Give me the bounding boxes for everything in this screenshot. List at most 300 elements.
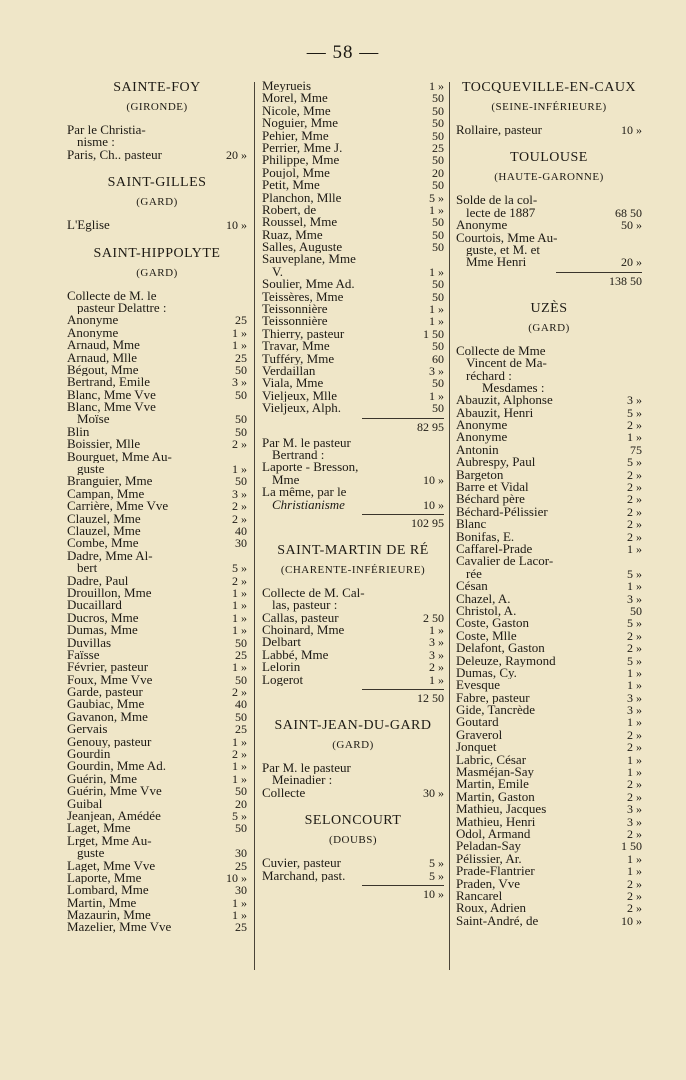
donor-line bbox=[456, 419, 642, 431]
donor-line bbox=[262, 624, 444, 636]
donor-line bbox=[67, 364, 247, 376]
donor-line bbox=[67, 686, 247, 698]
donor-line bbox=[262, 204, 444, 216]
donation-amount: 50 bbox=[432, 241, 444, 254]
donor-name: Noguier, Mme bbox=[262, 117, 339, 130]
donor-line bbox=[262, 241, 444, 253]
donation-amount: 1 » bbox=[232, 339, 247, 352]
donation-amount: 30 bbox=[235, 884, 247, 897]
donor-name: Collecte de Mme bbox=[456, 344, 546, 358]
donor-line bbox=[262, 80, 444, 92]
donor-line bbox=[456, 370, 642, 382]
donor-name: Anonyme bbox=[456, 419, 508, 432]
donation-amount: 50 bbox=[235, 425, 247, 439]
donor-line bbox=[67, 736, 247, 748]
donor-name: Coste, Mlle bbox=[456, 629, 517, 643]
donation-amount: 25 bbox=[235, 314, 247, 327]
donor-name: Combe, Mme bbox=[67, 537, 139, 550]
section-department: (DOUBS) bbox=[328, 834, 378, 847]
donor-name: Cuvier, pasteur bbox=[262, 857, 341, 870]
donor-name: Delbart bbox=[262, 636, 301, 649]
section-title: TOULOUSE bbox=[510, 150, 588, 166]
donor-name: Nicole, Mme bbox=[262, 104, 331, 118]
donor-line bbox=[262, 229, 444, 241]
donor-name: Christianisme bbox=[272, 498, 345, 511]
donor-name: Caffarel-Prade bbox=[456, 542, 533, 556]
donation-amount: 1 » bbox=[627, 580, 642, 593]
donation-amount: 50 bbox=[432, 340, 444, 353]
donation-amount: 50 bbox=[432, 228, 444, 242]
donation-amount: 50 bbox=[235, 822, 247, 835]
donor-name: Travar, Mme bbox=[262, 340, 330, 353]
donor-line bbox=[456, 667, 642, 679]
donor-name: Anonyme bbox=[456, 219, 508, 232]
donation-amount: 10 » bbox=[423, 473, 444, 487]
donation-amount: 3 » bbox=[429, 364, 444, 378]
donor-line bbox=[262, 599, 444, 611]
donor-name: Vieljeux, Mlle bbox=[262, 389, 338, 403]
donor-name: Verdaillan bbox=[262, 364, 316, 378]
donor-name: Solde de la col- bbox=[456, 194, 538, 207]
section bbox=[456, 301, 642, 927]
donor-name: Marchand, past. bbox=[262, 869, 346, 882]
donor-name: Lelorin bbox=[262, 661, 301, 674]
donation-amount: 20 bbox=[235, 797, 247, 810]
donor-name: Béchard père bbox=[456, 493, 525, 506]
donor-line bbox=[67, 822, 247, 834]
donor-name: Salles, Auguste bbox=[262, 241, 343, 254]
donor-name: Duvillas bbox=[67, 636, 112, 649]
donor-line bbox=[262, 142, 444, 154]
donor-line bbox=[456, 531, 642, 543]
donation-amount: 5 » bbox=[232, 562, 247, 575]
donation-amount: 3 » bbox=[232, 487, 247, 501]
donor-line bbox=[67, 426, 247, 438]
donor-line bbox=[456, 469, 642, 481]
donor-line bbox=[456, 444, 642, 456]
donor-name: Meinadier : bbox=[272, 774, 333, 787]
donation-amount: 2 » bbox=[627, 419, 642, 432]
donation-amount: 30 » bbox=[423, 786, 444, 800]
donor-line bbox=[262, 486, 444, 498]
section-department: (CHARENTE-INFÉRIEURE) bbox=[280, 563, 426, 576]
donor-name: Branguier, Mme bbox=[67, 475, 153, 488]
donor-line bbox=[67, 376, 247, 388]
donation-amount: 5 » bbox=[627, 406, 642, 420]
donation-amount: 50 bbox=[235, 673, 247, 687]
donor-line bbox=[262, 192, 444, 204]
donation-amount: 1 » bbox=[429, 265, 444, 279]
donor-name: Bégout, Mme bbox=[67, 363, 139, 377]
donor-name: Dumas, Cy. bbox=[456, 666, 517, 680]
donor-line bbox=[456, 902, 642, 914]
donation-amount: 10 » bbox=[226, 871, 247, 885]
donor-name: Jeanjean, Amédée bbox=[67, 809, 161, 823]
section bbox=[262, 718, 444, 799]
section bbox=[262, 437, 444, 529]
donor-line bbox=[456, 345, 642, 357]
donor-name: las, pasteur : bbox=[272, 599, 338, 612]
donor-line bbox=[67, 599, 247, 611]
total-amount: 12 50 bbox=[417, 691, 444, 706]
donor-name: Goutard bbox=[456, 716, 499, 729]
donor-line bbox=[262, 461, 444, 473]
donor-name: Rancarel bbox=[456, 889, 503, 903]
donation-amount: 1 » bbox=[232, 896, 247, 910]
donor-name: Graverol bbox=[456, 728, 503, 742]
donor-name: pasteur Delattre : bbox=[77, 301, 167, 315]
donor-name: Philippe, Mme bbox=[262, 154, 340, 167]
donation-amount: 20 » bbox=[621, 256, 642, 269]
donation-amount: 1 » bbox=[627, 666, 642, 680]
donation-amount: 1 » bbox=[232, 661, 247, 674]
donor-name: Gavanon, Mme bbox=[67, 710, 148, 724]
donor-name: Genouy, pasteur bbox=[67, 735, 152, 749]
donor-line bbox=[67, 401, 247, 413]
donor-line bbox=[456, 890, 642, 902]
section bbox=[262, 813, 444, 900]
donation-amount: 2 » bbox=[232, 686, 247, 699]
donation-amount: 50 bbox=[432, 290, 444, 304]
donation-amount: 5 » bbox=[232, 809, 247, 823]
section-department: (GARD) bbox=[528, 321, 570, 334]
donor-line bbox=[456, 617, 642, 629]
donor-line bbox=[262, 762, 444, 774]
donor-line bbox=[262, 857, 444, 869]
section-title: SAINTE-FOY bbox=[113, 80, 201, 95]
donation-amount: 1 50 bbox=[423, 327, 444, 341]
donor-line bbox=[456, 778, 642, 790]
donor-name: Bourguet, Mme Au- bbox=[67, 450, 172, 464]
donor-name: Béchard-Pélissier bbox=[456, 505, 548, 519]
donor-name: Bertrand : bbox=[272, 448, 325, 462]
donor-line bbox=[67, 302, 247, 314]
donor-line bbox=[67, 723, 247, 735]
section bbox=[67, 246, 247, 934]
donor-name: Faïsse bbox=[67, 648, 100, 662]
donor-name: Carrière, Mme Vve bbox=[67, 500, 169, 513]
donor-name: Martin, Mme bbox=[67, 896, 137, 910]
donor-name: Mazelier, Mme Vve bbox=[67, 921, 172, 934]
donor-line bbox=[67, 624, 247, 636]
donor-line bbox=[67, 537, 247, 549]
donation-amount: 3 » bbox=[627, 592, 642, 605]
donation-amount: 1 » bbox=[627, 753, 642, 767]
donor-name: Delafont, Gaston bbox=[456, 642, 545, 655]
donor-name: Chazel, A. bbox=[456, 592, 511, 605]
donor-line bbox=[262, 612, 444, 624]
donor-line bbox=[456, 704, 642, 716]
donation-amount: 1 » bbox=[232, 772, 247, 786]
donor-line bbox=[67, 798, 247, 810]
donor-line bbox=[262, 303, 444, 315]
donor-name: Meyrueis bbox=[262, 80, 312, 93]
donor-name: Gourdin bbox=[67, 748, 111, 761]
donation-amount: 50 bbox=[235, 363, 247, 377]
donation-amount: 2 » bbox=[627, 827, 642, 841]
donor-name: La même, par le bbox=[262, 486, 347, 499]
donation-amount: 1 » bbox=[232, 735, 247, 749]
donor-line bbox=[67, 587, 247, 599]
donor-line bbox=[67, 513, 247, 525]
donation-amount: 5 » bbox=[429, 191, 444, 204]
donation-amount: 1 » bbox=[232, 624, 247, 637]
section-department: (GARD) bbox=[136, 266, 178, 279]
section-department: (GIRONDE) bbox=[126, 101, 188, 113]
donor-line bbox=[456, 357, 642, 369]
donor-name: Teissonnière bbox=[262, 303, 328, 316]
donor-line bbox=[456, 605, 642, 617]
donor-name: Clauzel, Mme bbox=[67, 524, 141, 538]
donation-amount: 1 » bbox=[232, 463, 247, 476]
donor-line bbox=[67, 550, 247, 562]
donor-name: Dadre, Mme Al- bbox=[67, 549, 153, 563]
donor-line bbox=[67, 773, 247, 785]
donor-name: Coste, Gaston bbox=[456, 617, 529, 630]
donor-line bbox=[456, 456, 642, 468]
donor-name: Viala, Mme bbox=[262, 377, 324, 390]
donation-amount: 25 bbox=[235, 648, 247, 662]
donor-name: Arnaud, Mme bbox=[67, 339, 140, 352]
section bbox=[67, 175, 247, 231]
section-title: SELONCOURT bbox=[304, 813, 402, 829]
donation-amount: 50 bbox=[432, 117, 444, 130]
donor-name: Ruaz, Mme bbox=[262, 228, 323, 242]
column-2 bbox=[262, 80, 444, 904]
donor-name: Tufféry, Mme bbox=[262, 352, 335, 365]
donor-line bbox=[456, 766, 642, 778]
donation-amount: 2 » bbox=[627, 741, 642, 754]
donor-name: Labbé, Mme bbox=[262, 648, 329, 662]
donation-amount: 50 bbox=[630, 604, 642, 618]
donation-amount: 1 » bbox=[429, 624, 444, 637]
donor-name: Ducros, Mme bbox=[67, 611, 139, 625]
donor-line bbox=[262, 315, 444, 327]
donation-amount: 2 » bbox=[232, 748, 247, 761]
section bbox=[67, 80, 247, 161]
section bbox=[262, 543, 444, 704]
donation-amount: 1 » bbox=[627, 431, 642, 444]
donor-line bbox=[67, 698, 247, 710]
donor-line bbox=[67, 136, 247, 148]
donor-name: Praden, Vve bbox=[456, 877, 521, 890]
donor-name: Clauzel, Mme bbox=[67, 512, 141, 525]
donor-line bbox=[67, 149, 247, 161]
donor-line bbox=[67, 711, 247, 723]
donor-line bbox=[262, 328, 444, 340]
donor-line bbox=[262, 437, 444, 449]
donor-line bbox=[456, 915, 642, 927]
donor-name: Blanc, Mme Vve bbox=[67, 401, 156, 414]
donation-amount: 50 bbox=[432, 179, 444, 192]
section-total bbox=[556, 272, 642, 287]
donation-amount: 30 bbox=[235, 537, 247, 550]
donor-name: Soulier, Mme Ad. bbox=[262, 278, 355, 291]
donor-name: Cavalier de Lacor- bbox=[456, 555, 554, 568]
donor-name: Anonyme bbox=[67, 326, 119, 340]
donation-amount: 2 » bbox=[627, 778, 642, 791]
donation-amount: 30 bbox=[235, 847, 247, 860]
donor-line bbox=[456, 865, 642, 877]
donor-name: Fabre, pasteur bbox=[456, 691, 530, 705]
donor-line bbox=[456, 741, 642, 753]
donor-line bbox=[456, 407, 642, 419]
donation-amount: 1 » bbox=[232, 909, 247, 922]
column-1 bbox=[67, 80, 247, 934]
donor-line bbox=[67, 475, 247, 487]
donor-line bbox=[456, 518, 642, 530]
donor-line bbox=[456, 593, 642, 605]
donor-name: réchard : bbox=[466, 369, 512, 382]
donor-line bbox=[456, 194, 642, 206]
donor-name: Teissères, Mme bbox=[262, 290, 344, 304]
donor-name: Dumas, Mme bbox=[67, 624, 138, 637]
donation-amount: 1 » bbox=[232, 760, 247, 773]
section bbox=[456, 150, 642, 286]
donation-amount: 50 bbox=[432, 278, 444, 291]
donor-name: Anonyme bbox=[67, 314, 119, 327]
donation-amount: 1 » bbox=[429, 389, 444, 403]
donation-amount: 25 bbox=[235, 859, 247, 872]
donation-amount: 2 » bbox=[627, 790, 642, 804]
donation-amount: 1 » bbox=[429, 80, 444, 93]
donor-line bbox=[456, 568, 642, 580]
donor-line bbox=[67, 389, 247, 401]
donor-line bbox=[456, 207, 642, 219]
donor-line bbox=[67, 124, 247, 136]
donation-amount: 1 » bbox=[232, 586, 247, 600]
section-department: (GARD) bbox=[136, 196, 178, 209]
donor-name: Moïse bbox=[77, 413, 110, 426]
total-amount: 10 » bbox=[423, 886, 444, 901]
donor-name: Gaubiac, Mme bbox=[67, 698, 145, 711]
donation-amount: 50 bbox=[432, 402, 444, 415]
donor-name: Mazaurin, Mme bbox=[67, 909, 151, 922]
donor-line bbox=[456, 256, 642, 268]
donor-name: Abauzit, Alphonse bbox=[456, 394, 553, 407]
donation-amount: 2 » bbox=[627, 902, 642, 915]
section-department: (GARD) bbox=[332, 739, 374, 752]
donation-amount: 2 » bbox=[627, 505, 642, 519]
donor-line bbox=[67, 810, 247, 822]
donor-name: Petit, Mme bbox=[262, 179, 320, 192]
section-total bbox=[362, 418, 444, 433]
donor-line bbox=[67, 860, 247, 872]
donation-amount: 2 » bbox=[232, 512, 247, 525]
donor-line bbox=[262, 105, 444, 117]
section-title: SAINT-MARTIN DE RÉ bbox=[277, 542, 429, 558]
donor-line bbox=[67, 575, 247, 587]
donor-name: bert bbox=[77, 562, 98, 575]
donation-amount: 1 50 bbox=[621, 840, 642, 853]
donation-amount: 2 » bbox=[627, 728, 642, 742]
donation-amount: 2 » bbox=[232, 500, 247, 513]
donor-line bbox=[456, 244, 642, 256]
donor-name: Blanc bbox=[456, 518, 487, 531]
donor-name: Labric, César bbox=[456, 753, 527, 767]
donor-line bbox=[262, 365, 444, 377]
donor-line bbox=[67, 463, 247, 475]
donor-line bbox=[262, 117, 444, 129]
donor-line bbox=[262, 674, 444, 686]
donor-name: Martin, Emile bbox=[456, 778, 529, 791]
donor-name: Mme bbox=[272, 473, 300, 487]
donor-line bbox=[456, 481, 642, 493]
donor-name: Mesdames : bbox=[482, 381, 545, 395]
donation-amount: 10 » bbox=[621, 914, 642, 928]
donor-name: Pehier, Mme bbox=[262, 129, 329, 142]
section-department: (SEINE-INFÉRIEURE) bbox=[491, 101, 607, 113]
donation-amount: 3 » bbox=[627, 691, 642, 705]
donation-amount: 20 bbox=[432, 166, 444, 180]
donor-line bbox=[67, 637, 247, 649]
donor-name: Laporte, Mme bbox=[67, 871, 142, 885]
donor-line bbox=[67, 612, 247, 624]
donor-name: Christol, A. bbox=[456, 604, 517, 618]
page-number: — 58 — bbox=[306, 42, 380, 63]
donor-name: Arnaud, Mlle bbox=[67, 351, 138, 364]
donation-amount: 50 bbox=[432, 129, 444, 142]
donor-name: Boissier, Mlle bbox=[67, 438, 141, 451]
donor-line bbox=[67, 413, 247, 425]
donor-line bbox=[67, 847, 247, 859]
donor-name: Rollaire, pasteur bbox=[456, 124, 542, 137]
donation-amount: 1 » bbox=[429, 673, 444, 687]
donor-name: Callas, pasteur bbox=[262, 611, 339, 625]
donor-line bbox=[456, 679, 642, 691]
donor-name: Vincent de Ma- bbox=[466, 357, 547, 370]
donation-amount: 5 » bbox=[627, 567, 642, 581]
donor-name: Teissonnière bbox=[262, 315, 328, 328]
donation-amount: 1 » bbox=[627, 716, 642, 729]
donation-amount: 1 » bbox=[429, 303, 444, 316]
donation-amount: 25 bbox=[235, 921, 247, 934]
donation-amount: 5 » bbox=[627, 617, 642, 630]
donor-line bbox=[456, 493, 642, 505]
donation-amount: 1 » bbox=[232, 326, 247, 340]
section-title: SAINT-HIPPOLYTE bbox=[93, 245, 221, 261]
donor-line bbox=[262, 787, 444, 799]
donor-line bbox=[67, 661, 247, 673]
donor-line bbox=[262, 154, 444, 166]
donor-line bbox=[456, 232, 642, 244]
donor-line bbox=[262, 390, 444, 402]
donor-line bbox=[67, 909, 247, 921]
donor-name: Saint-André, de bbox=[456, 914, 539, 928]
donor-name: Paris, Ch.. pasteur bbox=[67, 148, 162, 162]
donor-line bbox=[67, 649, 247, 661]
donor-line bbox=[67, 897, 247, 909]
donor-line bbox=[67, 884, 247, 896]
donation-amount: 1 » bbox=[627, 852, 642, 866]
donor-name: Roussel, Mme bbox=[262, 216, 338, 229]
donation-amount: 2 » bbox=[627, 493, 642, 506]
donor-line bbox=[67, 872, 247, 884]
donation-amount: 50 bbox=[235, 388, 247, 402]
donor-line bbox=[67, 921, 247, 933]
donation-amount: 1 » bbox=[627, 679, 642, 692]
donation-amount: 2 » bbox=[232, 574, 247, 587]
donor-line bbox=[456, 828, 642, 840]
donor-name: Deleuze, Raymond bbox=[456, 654, 556, 667]
donor-line bbox=[262, 474, 444, 486]
donor-name: Vieljeux, Alph. bbox=[262, 402, 342, 415]
donor-line bbox=[262, 92, 444, 104]
donor-name: Logerot bbox=[262, 673, 304, 687]
donor-name: V. bbox=[272, 265, 283, 279]
donation-amount: 40 bbox=[235, 524, 247, 538]
donation-amount: 5 » bbox=[627, 456, 642, 469]
